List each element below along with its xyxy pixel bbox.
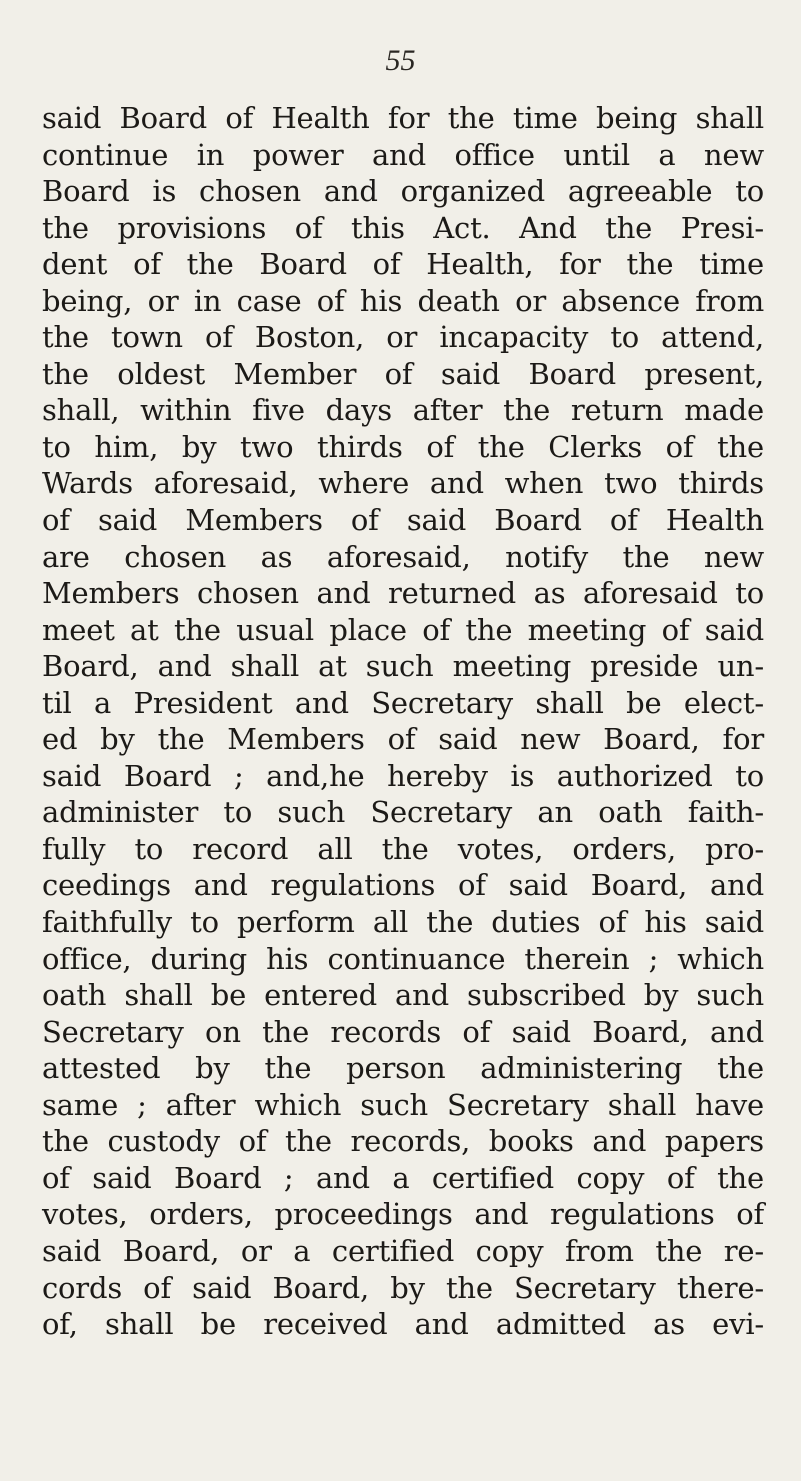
text-line: dent of the Board of Health, for the time — [42, 247, 764, 282]
text-line: are chosen as aforesaid, notify the new — [42, 539, 764, 574]
text-line: faithfully to perform all the duties of his said — [42, 905, 764, 940]
text-line: continue in power and office until a new — [42, 137, 764, 172]
text-line: administer to such Secretary an oath faith- — [42, 795, 764, 830]
text-line: the custody of the records, books and papers — [42, 1124, 764, 1159]
text-line: to him, by two thirds of the Clerks of the — [42, 429, 764, 464]
text-line: Wards aforesaid, where and when two thirds — [42, 466, 764, 501]
text-line: same ; after which such Secretary shall have — [42, 1087, 764, 1122]
text-line: Board is chosen and organized agreeable to — [42, 174, 764, 209]
text-line: oath shall be entered and subscribed by such — [42, 978, 764, 1013]
text-line: shall, within five days after the return made — [42, 393, 764, 428]
text-line: Secretary on the records of said Board, and — [42, 1014, 764, 1049]
text-line: of said Board ; and a certified copy of the — [42, 1160, 764, 1195]
text-line: said Board, or a certified copy from the re- — [42, 1233, 764, 1268]
text-line: office, during his continuance therein ; which — [42, 941, 764, 976]
page-number: 55 — [385, 44, 416, 77]
text-line: meet at the usual place of the meeting of said — [42, 612, 764, 647]
text-line: ed by the Members of said new Board, for — [42, 722, 764, 757]
text-line: fully to record all the votes, orders, pro- — [42, 831, 764, 866]
text-line: said Board ; and,he hereby is authorized to — [42, 758, 764, 793]
text-line: attested by the person administering the — [42, 1051, 764, 1086]
text-line: the town of Boston, or incapacity to attend, — [42, 320, 764, 355]
text-line: being, or in case of his death or absence from — [42, 283, 764, 318]
text-line: of said Members of said Board of Health — [42, 503, 764, 538]
text-line: Members chosen and returned as aforesaid to — [42, 576, 764, 611]
text-line: the provisions of this Act. And the Presi- — [42, 210, 764, 245]
text-line: said Board of Health for the time being shall — [42, 101, 764, 135]
text-line: Board, and shall at such meeting preside un- — [42, 649, 764, 684]
text-line: ceedings and regulations of said Board, and — [42, 868, 764, 903]
text-line: cords of said Board, by the Secretary there- — [42, 1270, 764, 1305]
text-line: the oldest Member of said Board present, — [42, 356, 764, 391]
text-line: of, shall be received and admitted as evi- — [42, 1307, 764, 1342]
text-line: votes, orders, proceedings and regulations of — [42, 1197, 764, 1232]
body-text — [42, 100, 764, 1343]
text-line: til a President and Secretary shall be elect- — [42, 685, 764, 720]
